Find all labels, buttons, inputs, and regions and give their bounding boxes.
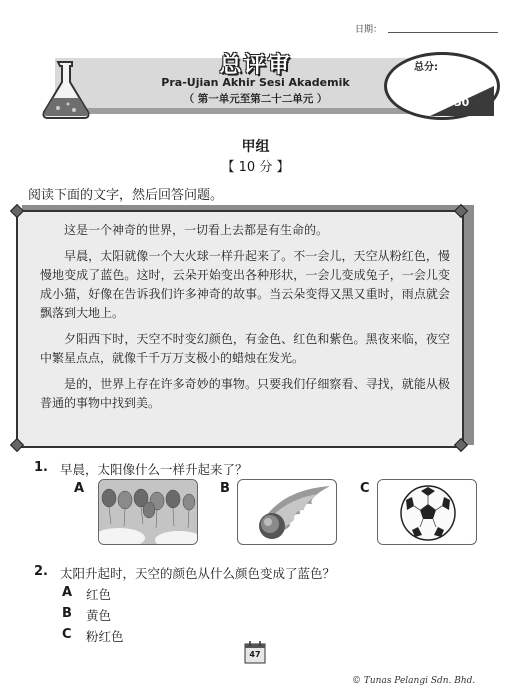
option-letter: C <box>62 627 72 642</box>
option-letter: B <box>62 606 72 621</box>
date-label: 日期： <box>355 25 383 35</box>
option-yellow[interactable]: 黄色 <box>86 608 112 623</box>
date-line[interactable] <box>388 32 498 33</box>
unit-range: （ 第一单元至第二十二单元 ） <box>183 93 328 105</box>
passage-paragraph: 是的，世界上存在许多奇妙的事物。只要我们仔细察看、寻找，就能从极普通的事物中找到美。 <box>40 377 450 410</box>
instruction-text: 阅读下面的文字，然后回答问题。 <box>28 188 224 203</box>
passage-text <box>40 221 450 420</box>
page-number: 47 <box>249 650 261 659</box>
question-text: 太阳升起时，天空的颜色从什么颜色变成了蓝色？ <box>60 566 336 581</box>
balloons-image[interactable] <box>98 479 198 545</box>
soccer-ball-image[interactable] <box>377 479 477 545</box>
option-red[interactable]: 红色 <box>86 587 112 602</box>
passage-paragraph: 早晨，太阳就像一个大火球一样升起来了。不一会儿，天空从粉红色，慢慢地变成了蓝色。这时，云朵开始变出各种形状，一会儿变成兔子，一会儿变成小猫，好像在告诉我们许多神奇的故事。当云朵变得又黑又重时，雨点就会飘落到大地上。 <box>40 249 450 320</box>
copyright: © Tunas Pelangi Sdn. Bhd. <box>352 676 476 686</box>
fireball-image[interactable] <box>237 479 337 545</box>
passage-paragraph: 这是一个神奇的世界，一切看上去都是有生命的。 <box>64 223 329 237</box>
score-label: 总分: <box>414 62 438 73</box>
page-subtitle: Pra-Ujian Akhir Sesi Akademik <box>161 76 350 89</box>
question-number: 1. <box>34 460 48 475</box>
section-marks: 【 10 分 】 <box>221 160 290 175</box>
balloons-icon <box>99 480 198 545</box>
question-number: 2. <box>34 564 48 579</box>
option-letter: A <box>74 481 85 496</box>
passage-paragraph: 夕阳西下时，天空不时变幻颜色，有金色、红色和紫色。黑夜来临，夜空中繁星点点，就像千千万万支极小的蜡烛在发光。 <box>40 332 450 365</box>
option-letter: A <box>62 585 73 600</box>
option-letter: B <box>220 481 230 496</box>
question-text: 早晨，太阳像什么一样升起来了？ <box>60 462 248 477</box>
section-title: 甲组 <box>241 139 270 155</box>
soccer-ball-icon <box>378 480 477 545</box>
page-title: 总评审 <box>219 53 292 78</box>
option-pink[interactable]: 粉红色 <box>86 629 124 644</box>
score-total: 50 <box>454 96 470 109</box>
fireball-icon <box>238 480 337 545</box>
option-letter: C <box>360 481 370 496</box>
